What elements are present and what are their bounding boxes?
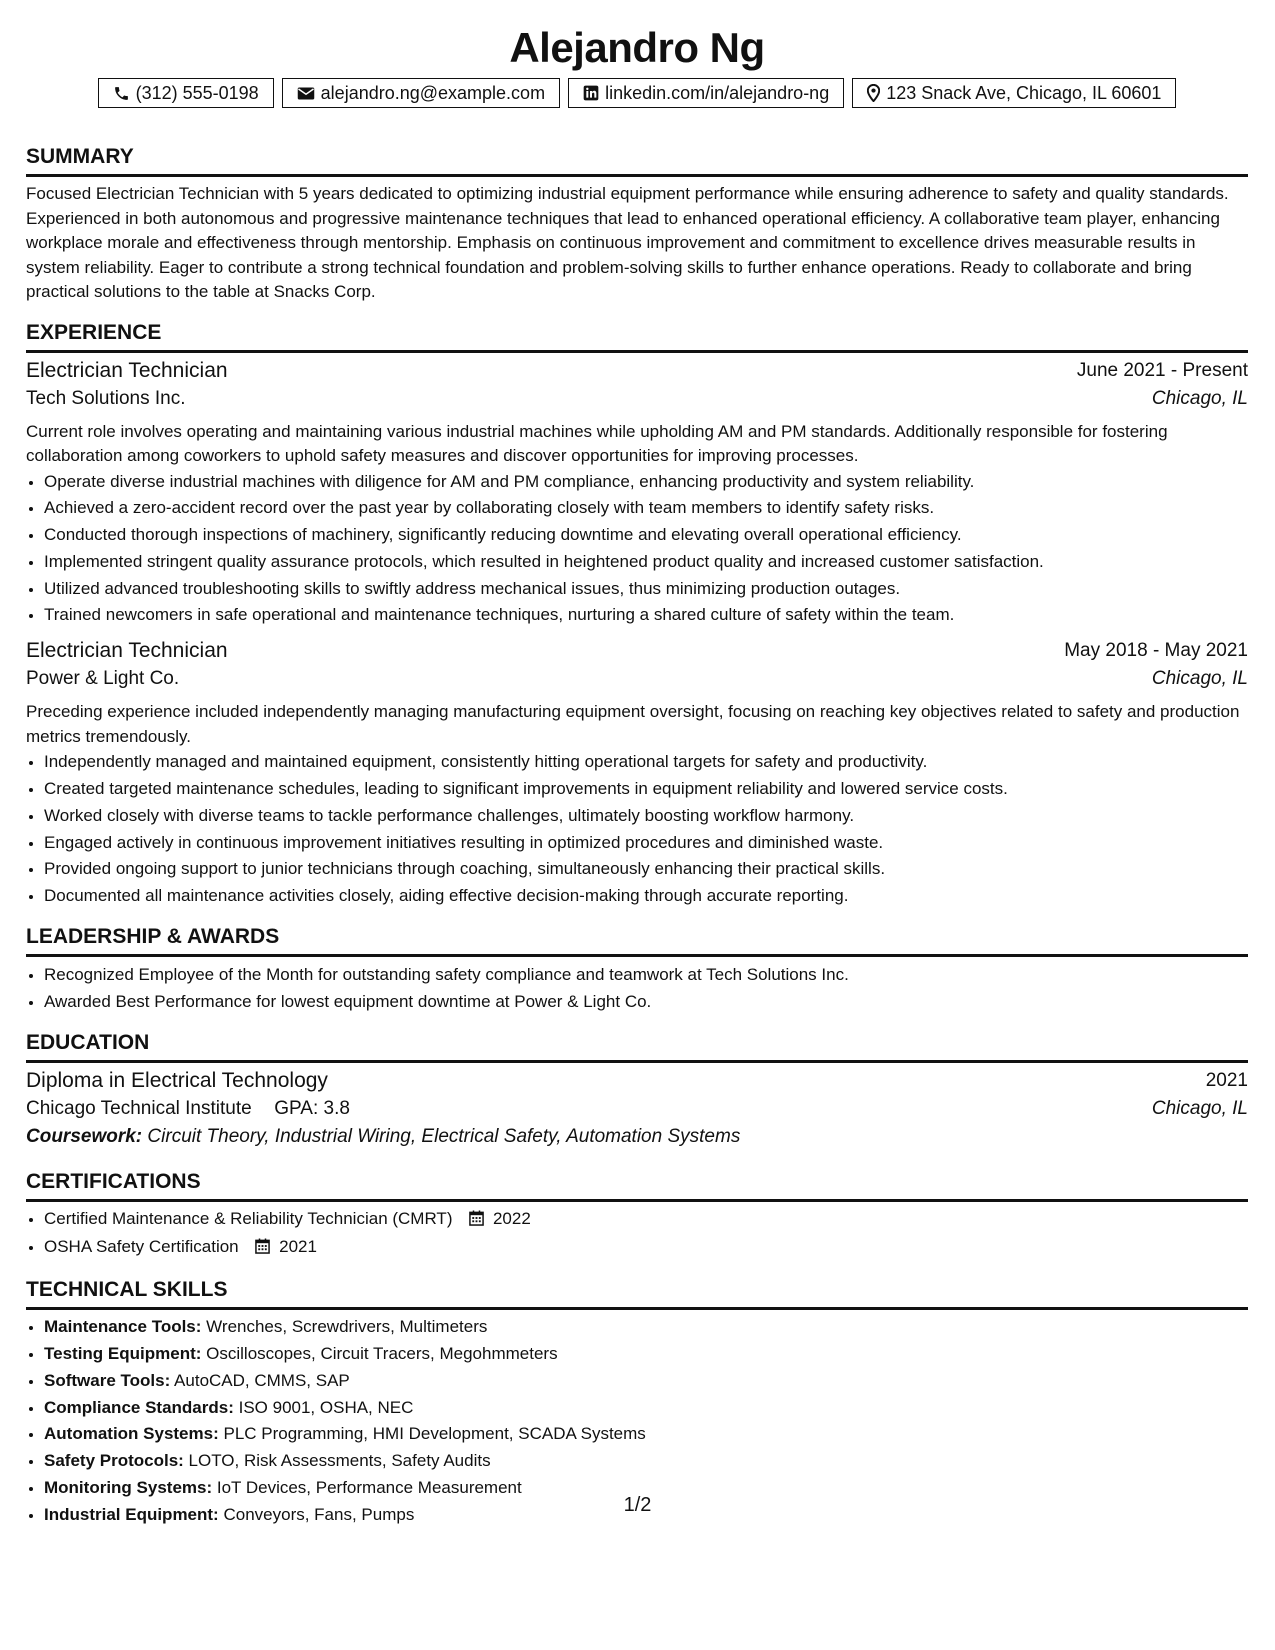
list-item: • Implemented stringent quality assurance protocols, which resulted in heightened product quality and increased customer satisfaction. <box>44 549 1248 576</box>
job-bullets <box>26 469 1248 630</box>
skill-value: IoT Devices, Performance Measurement <box>216 1478 522 1498</box>
envelope-icon <box>297 86 315 101</box>
linkedin-icon <box>583 85 599 101</box>
skill-label: Industrial Equipment: <box>44 1504 219 1524</box>
certification-name: Certified Maintenance & Reliability Technician (CMRT) <box>44 1208 453 1228</box>
email-text: alejandro.ng@example.com <box>320 83 546 103</box>
degree-name: Diploma in Electrical Technology <box>26 1068 328 1092</box>
resume-page <box>26 0 1248 1529</box>
phone-text: (312) 555-0198 <box>135 83 259 103</box>
phone-icon <box>113 85 130 102</box>
certifications-section <box>26 1169 1248 1264</box>
leadership-heading: LEADERSHIP & AWARDS <box>26 924 1248 957</box>
job-title: Electrician Technician <box>26 358 228 382</box>
job-entry <box>26 357 1248 630</box>
skill-label: Monitoring Systems: <box>44 1478 213 1498</box>
list-item: • Trained newcomers in safe operational and maintenance techniques, nurturing a shared culture of safety within the team. <box>44 602 1248 629</box>
job-title: Electrician Technician <box>26 639 228 663</box>
graduation-year: 2021 <box>1205 1069 1248 1091</box>
coursework <box>26 1123 1248 1151</box>
contact-bar <box>26 78 1248 108</box>
list-item: • Operate diverse industrial machines with diligence for AM and PM compliance, enhancing productivity and system reliability. <box>44 469 1248 496</box>
list-item: • Documented all maintenance activities closely, aiding effective decision-making through accurate reporting. <box>44 883 1248 910</box>
skills-heading: TECHNICAL SKILLS <box>26 1277 1248 1310</box>
calendar-icon <box>255 1236 270 1263</box>
leadership-list <box>26 962 1248 1016</box>
list-item: • Conducted thorough inspections of machinery, significantly reducing downtime and elevating overall operational efficiency. <box>44 522 1248 549</box>
list-item <box>44 1395 1248 1422</box>
calendar-icon <box>469 1208 484 1235</box>
page-number: 1/2 <box>623 1494 652 1516</box>
skill-value: ISO 9001, OSHA, NEC <box>238 1397 414 1417</box>
certification-name: OSHA Safety Certification <box>44 1237 239 1257</box>
skill-value: LOTO, Risk Assessments, Safety Audits <box>188 1451 491 1471</box>
summary-heading: SUMMARY <box>26 144 1248 177</box>
education-section <box>26 1030 1248 1151</box>
list-item: • Worked closely with diverse teams to tackle performance challenges, ultimately boosting workflow harmony. <box>44 803 1248 830</box>
job-description: Current role involves operating and maintaining various industrial machines while upholding AM and PM standards. Additionally responsible for fostering collaboration among coworkers to uphold safety measures and discover opportunities for improving processes. <box>26 421 1168 465</box>
address-text: 123 Snack Ave, Chicago, IL 60601 <box>886 83 1162 103</box>
gpa: GPA: 3.8 <box>274 1097 350 1119</box>
skill-label: Software Tools: <box>44 1370 171 1390</box>
map-pin-icon <box>867 84 880 102</box>
list-item: • Created targeted maintenance schedules, leading to significant improvements in equipment reliability and lowered service costs. <box>44 776 1248 803</box>
list-item <box>44 1206 1248 1235</box>
list-item <box>44 1421 1248 1448</box>
certifications-list <box>26 1206 1248 1264</box>
skill-label: Compliance Standards: <box>44 1397 234 1417</box>
contact-phone[interactable] <box>98 78 274 108</box>
school-name: Chicago Technical Institute <box>26 1097 252 1119</box>
contact-address[interactable] <box>852 78 1176 108</box>
job-dates: May 2018 - May 2021 <box>1064 640 1248 662</box>
school-location: Chicago, IL <box>1151 1097 1248 1119</box>
contact-linkedin[interactable] <box>568 78 844 108</box>
list-item: • Utilized advanced troubleshooting skills to swiftly address mechanical issues, thus minimizing production outages. <box>44 576 1248 603</box>
certifications-heading: CERTIFICATIONS <box>26 1169 1248 1202</box>
list-item: • Recognized Employee of the Month for outstanding safety compliance and teamwork at Tech Solutions Inc. <box>44 962 1248 989</box>
candidate-name: Alejandro Ng <box>509 24 765 71</box>
skill-value: AutoCAD, CMMS, SAP <box>174 1370 350 1390</box>
list-item: • Provided ongoing support to junior technicians through coaching, simultaneously enhancing their practical skills. <box>44 856 1248 883</box>
skill-label: Automation Systems: <box>44 1424 219 1444</box>
summary-section <box>26 144 1248 305</box>
certification-year: 2022 <box>492 1208 531 1228</box>
skill-value: Wrenches, Screwdrivers, Multimeters <box>206 1317 488 1337</box>
coursework-list: Circuit Theory, Industrial Wiring, Electrical Safety, Automation Systems <box>147 1125 741 1147</box>
list-item <box>44 1234 1248 1263</box>
job-bullets <box>26 749 1248 910</box>
linkedin-text: linkedin.com/in/alejandro-ng <box>605 83 830 103</box>
skill-label: Testing Equipment: <box>44 1344 202 1364</box>
list-item: • Awarded Best Performance for lowest equipment downtime at Power & Light Co. <box>44 989 1248 1016</box>
company-name: Tech Solutions Inc. <box>26 387 186 409</box>
experience-heading: EXPERIENCE <box>26 320 1248 353</box>
list-item <box>44 1368 1248 1395</box>
experience-section <box>26 320 1248 911</box>
skill-label: Safety Protocols: <box>44 1451 184 1471</box>
summary-text: Focused Electrician Technician with 5 years dedicated to optimizing industrial equipment performance while ensuring adherence to safety and quality standards. Experienced in both autonomous and progressive maintenance techniques that lead to enhanced operational efficiency. A collaborative team player, enhancing workplace morale and effectiveness through mentorship. Emphasis on continuous improvement and commitment to excellence drives measurable results in system reliability. Eager to contribute a strong technical foundation and problem-solving skills to further enhance operations. Ready to collaborate and bring practical solutions to the table at Snacks Corp. <box>26 184 1229 301</box>
certification-year: 2021 <box>279 1237 317 1257</box>
skill-value: Conveyors, Fans, Pumps <box>223 1504 415 1524</box>
coursework-label: Coursework: <box>26 1125 143 1147</box>
job-location: Chicago, IL <box>1151 668 1248 690</box>
list-item <box>44 1341 1248 1368</box>
skill-value: PLC Programming, HMI Development, SCADA Systems <box>223 1424 646 1444</box>
job-location: Chicago, IL <box>1151 387 1248 409</box>
list-item <box>44 1314 1248 1341</box>
skill-label: Maintenance Tools: <box>44 1317 202 1337</box>
list-item <box>44 1448 1248 1475</box>
job-entry <box>26 637 1248 910</box>
list-item: • Independently managed and maintained equipment, consistently hitting operational targets for safety and productivity. <box>44 749 1248 776</box>
skill-value: Oscilloscopes, Circuit Tracers, Megohmmeters <box>206 1344 558 1364</box>
job-description: Preceding experience included independently managing manufacturing equipment oversight, focusing on reaching key objectives related to safety and production metrics tremendously. <box>26 702 1240 746</box>
company-name: Power & Light Co. <box>26 668 180 690</box>
job-dates: June 2021 - Present <box>1076 359 1248 381</box>
contact-email[interactable] <box>282 78 560 108</box>
leadership-section <box>26 924 1248 1016</box>
list-item: • Achieved a zero-accident record over the past year by collaborating closely with team members to identify safety risks. <box>44 495 1248 522</box>
list-item: • Engaged actively in continuous improvement initiatives resulting in optimized procedures and diminished waste. <box>44 830 1248 857</box>
education-heading: EDUCATION <box>26 1030 1248 1063</box>
skills-section <box>26 1277 1248 1528</box>
